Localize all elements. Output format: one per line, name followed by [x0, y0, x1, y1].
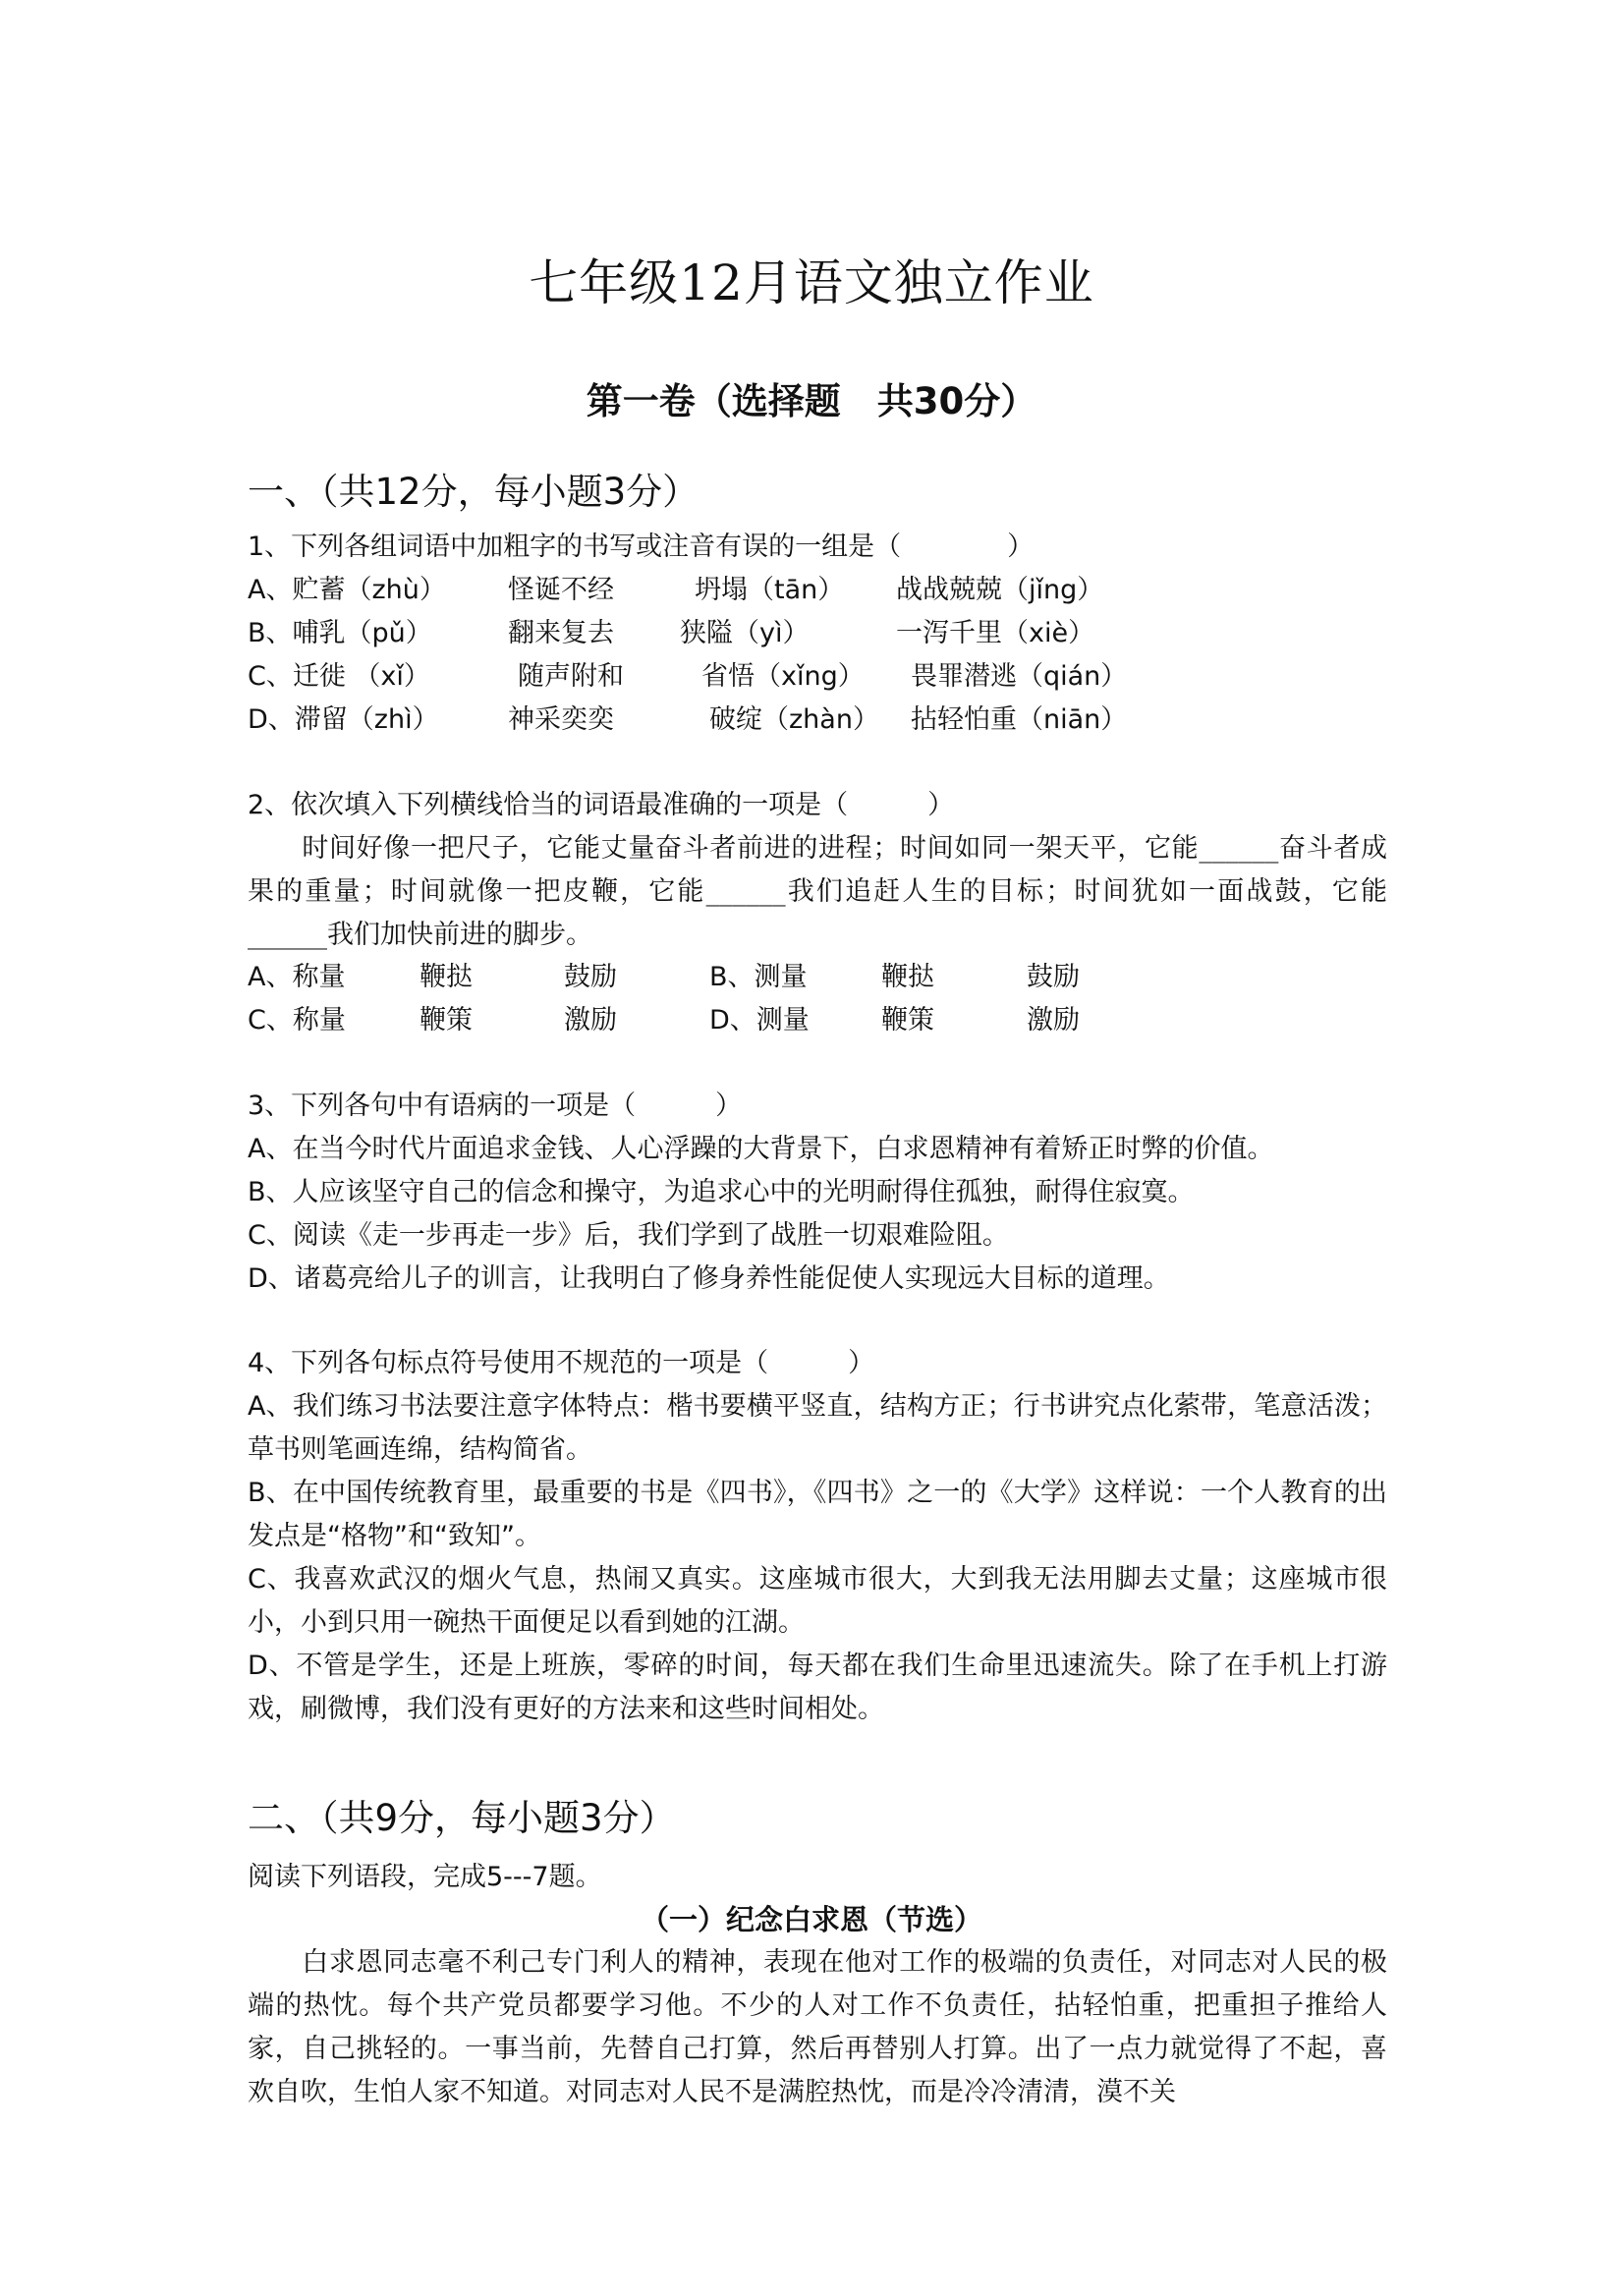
option-cell: 战战兢兢（jǐng）: [896, 575, 1104, 605]
option-cell: A、称量: [248, 962, 346, 992]
option-cell: C、迁徙 （xǐ）: [248, 661, 430, 692]
option-cell: B、哺乳（pǔ）: [248, 618, 432, 648]
question-3-option-d: D、诸葛亮给儿子的训言，让我明白了修身养性能促使人实现远大目标的道理。: [248, 1263, 1170, 1294]
question-3-option-c: C、阅读《走一步再走一步》后，我们学到了战胜一切艰难险阻。: [248, 1220, 1009, 1251]
option-cell: 鼓励: [564, 962, 617, 992]
option-cell: D、滞留（zhì）: [248, 704, 439, 735]
option-cell: 激励: [1027, 1005, 1080, 1036]
question-4-option-c: C、我喜欢武汉的烟火气息，热闹又真实。这座城市很大，大到我无法用脚去丈量；这座城市很小，小到只用一碗热干面便足以看到她的江湖。: [248, 1564, 1387, 1638]
question-3-option-b: B、人应该坚守自己的信念和操守，为追求心中的光明耐得住孤独，耐得住寂寞。: [248, 1177, 1195, 1207]
option-cell: 激励: [564, 1005, 617, 1036]
option-cell: 坍塌（tān）: [695, 575, 845, 605]
option-cell: 鼓励: [1027, 962, 1080, 992]
section-one-heading: 一、（共12分，每小题3分）: [248, 471, 700, 513]
option-cell: D、测量: [709, 1005, 810, 1036]
reading-passage: 白求恩同志毫不利己专门利人的精神，表现在他对工作的极端的负责任，对同志对人民的极端的热忱。每个共产党员都要学习他。不少的人对工作不负责任，拈轻怕重，把重担子推给人家，自己挑轻的。一事当前，先替自己打算，然后再替别人打算。出了一点力就觉得了不起，喜欢自吹，生怕人家不知道。对同志对人民不是满腔热忱，而是冷冷清清，漠不关: [248, 1947, 1387, 2107]
option-cell: 一泻千里（xiè）: [896, 618, 1095, 648]
option-cell: B、测量: [709, 962, 808, 992]
option-cell: 鞭策: [420, 1005, 473, 1036]
option-cell: 神采奕奕: [508, 704, 614, 735]
question-2-stem: 2、依次填入下列横线恰当的词语最准确的一项是（ ）: [248, 790, 955, 820]
question-4-stem: 4、下列各句标点符号使用不规范的一项是（ ）: [248, 1348, 875, 1378]
question-4-option-b: B、在中国传统教育里，最重要的书是《四书》，《四书》之一的《大学》这样说：一个人教育的出发点是“格物”和“致知”。: [248, 1478, 1387, 1551]
page-title: 七年级12月语文独立作业: [529, 254, 1094, 311]
option-cell: 鞭挞: [881, 962, 934, 992]
option-cell: 随声附和: [518, 661, 624, 692]
option-cell: 破绽（zhàn）: [709, 704, 879, 735]
question-3-option-a: A、在当今时代片面追求金钱、人心浮躁的大背景下，白求恩精神有着矫正时弊的价值。: [248, 1134, 1274, 1164]
question-1-stem: 1、下列各组词语中加粗字的书写或注音有误的一组是（ ）: [248, 532, 1035, 562]
option-cell: 怪诞不经: [508, 575, 614, 605]
option-cell: A、贮蓄（zhù）: [248, 575, 446, 605]
section-two-heading: 二、（共9分，每小题3分）: [248, 1797, 676, 1839]
option-cell: 鞭策: [881, 1005, 934, 1036]
option-cell: C、称量: [248, 1005, 346, 1036]
question-3-stem: 3、下列各句中有语病的一项是（ ）: [248, 1091, 743, 1121]
question-4-option-d: D、不管是学生，还是上班族，零碎的时间，每天都在我们生命里迅速流失。除了在手机上打游戏，刷微博，我们没有更好的方法来和这些时间相处。: [248, 1651, 1387, 1724]
question-4-option-a: A、我们练习书法要注意字体特点：楷书要横平竖直，结构方正；行书讲究点化萦带，笔意活泼；草书则笔画连绵，结构简省。: [248, 1391, 1387, 1465]
option-cell: 翻来复去: [508, 618, 614, 648]
question-2-passage: 时间好像一把尺子，它能丈量奋斗者前进的进程；时间如同一架天平，它能______奋斗者成果的重量；时间就像一把皮鞭，它能______我们追赶人生的目标；时间犹如一面战鼓，它能______我们加快前进的脚步。: [248, 833, 1387, 950]
reading-subtitle: （一）纪念白求恩（节选）: [640, 1903, 982, 1936]
option-cell: 拈轻怕重（niān）: [911, 704, 1128, 735]
option-cell: 鞭挞: [420, 962, 473, 992]
volume-heading: 第一卷（选择题 共30分）: [586, 380, 1037, 422]
option-cell: 狭隘（yì）: [680, 618, 810, 648]
option-cell: 省悟（xǐng）: [701, 661, 865, 692]
reading-intro: 阅读下列语段，完成5---7题。: [248, 1862, 602, 1892]
option-cell: 畏罪潜逃（qián）: [911, 661, 1128, 692]
